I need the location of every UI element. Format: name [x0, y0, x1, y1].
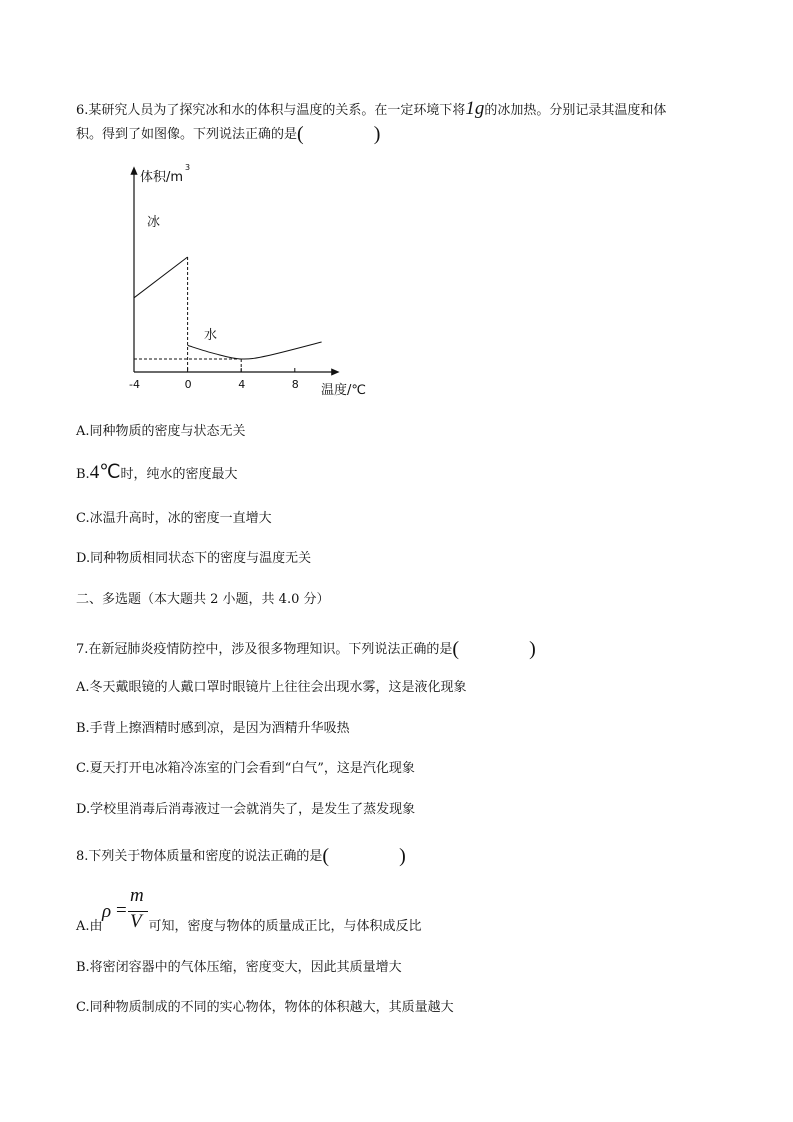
- q7-option-b[interactable]: B.手背上擦酒精时感到凉，是因为酒精升华吸热: [76, 721, 350, 736]
- q7-option-a[interactable]: A.冬天戴眼镜的人戴口罩时眼镜片上往往会出现水雾，这是液化现象: [76, 680, 467, 695]
- section-heading: 二、多选题（本大题共 2 小题，共 4.0 分）: [76, 592, 330, 607]
- formula-equals: =: [116, 900, 127, 921]
- x-tick-label-3: 8: [291, 378, 299, 391]
- formula-numerator: m: [130, 885, 144, 906]
- q8-stem: 8.下列关于物体质量和密度的说法正确的是( ): [76, 845, 406, 867]
- q8-option-c[interactable]: C.同种物质制成的不同的实心物体，物体的体积越大，其质量越大: [76, 1000, 454, 1015]
- answer-paren-close: ): [529, 638, 536, 660]
- answer-paren-open: (: [322, 845, 330, 867]
- q6-option-a[interactable]: A.同种物质的密度与状态无关: [76, 424, 246, 439]
- q8-option-b[interactable]: B.将密闭容器中的气体压缩，密度变大，因此其质量增大: [76, 960, 402, 975]
- x-axis-label: 温度/℃: [321, 383, 366, 398]
- formula-denominator: V: [130, 911, 142, 932]
- ice-label: 冰: [147, 215, 161, 230]
- q7-option-c[interactable]: C.夏天打开电冰箱冷冻室的门会看到“白气”，这是汽化现象: [76, 761, 415, 776]
- q8-option-a[interactable]: A.由 可知，密度与物体的质量成正比，与体积成反比: [76, 919, 422, 934]
- series-line-0: [134, 257, 188, 298]
- q6-option-c[interactable]: C.冰温升高时，冰的密度一直增大: [76, 511, 272, 526]
- x-tick-label-1: 0: [184, 378, 192, 391]
- formula-rho: ρ: [102, 901, 112, 922]
- q6-option-d[interactable]: D.同种物质相同状态下的密度与温度无关: [76, 551, 312, 566]
- answer-paren-close: ): [399, 845, 406, 867]
- q6-stem-line1: 6.某研究人员为了探究冰和水的体积与温度的关系。在一定环境下将1g的冰加热。分别记录其温度和体: [76, 98, 667, 119]
- temp-value: 4℃: [89, 462, 121, 483]
- series-line-1: [188, 342, 322, 359]
- mass-value: 1g: [465, 98, 485, 119]
- q7-stem: 7.在新冠肺炎疫情防控中，涉及很多物理知识。下列说法正确的是( ): [76, 638, 536, 660]
- x-tick-label-0: -4: [129, 378, 140, 391]
- q7-option-d[interactable]: D.学校里消毒后消毒液过一会就消失了，是发生了蒸发现象: [76, 802, 416, 817]
- water-label: 水: [204, 328, 218, 343]
- y-axis-label-exponent: 3: [185, 163, 191, 172]
- y-axis-label: 体积/m: [140, 170, 184, 185]
- answer-paren-open: (: [452, 638, 460, 660]
- answer-paren-close: ): [373, 123, 381, 145]
- q6-option-b[interactable]: B.4℃时，纯水的密度最大: [76, 462, 238, 483]
- x-tick-label-2: 4: [238, 378, 246, 391]
- answer-paren-open: (: [297, 123, 304, 145]
- q6-stem-line2: 积。得到了如图像。下列说法正确的是( ): [76, 123, 381, 145]
